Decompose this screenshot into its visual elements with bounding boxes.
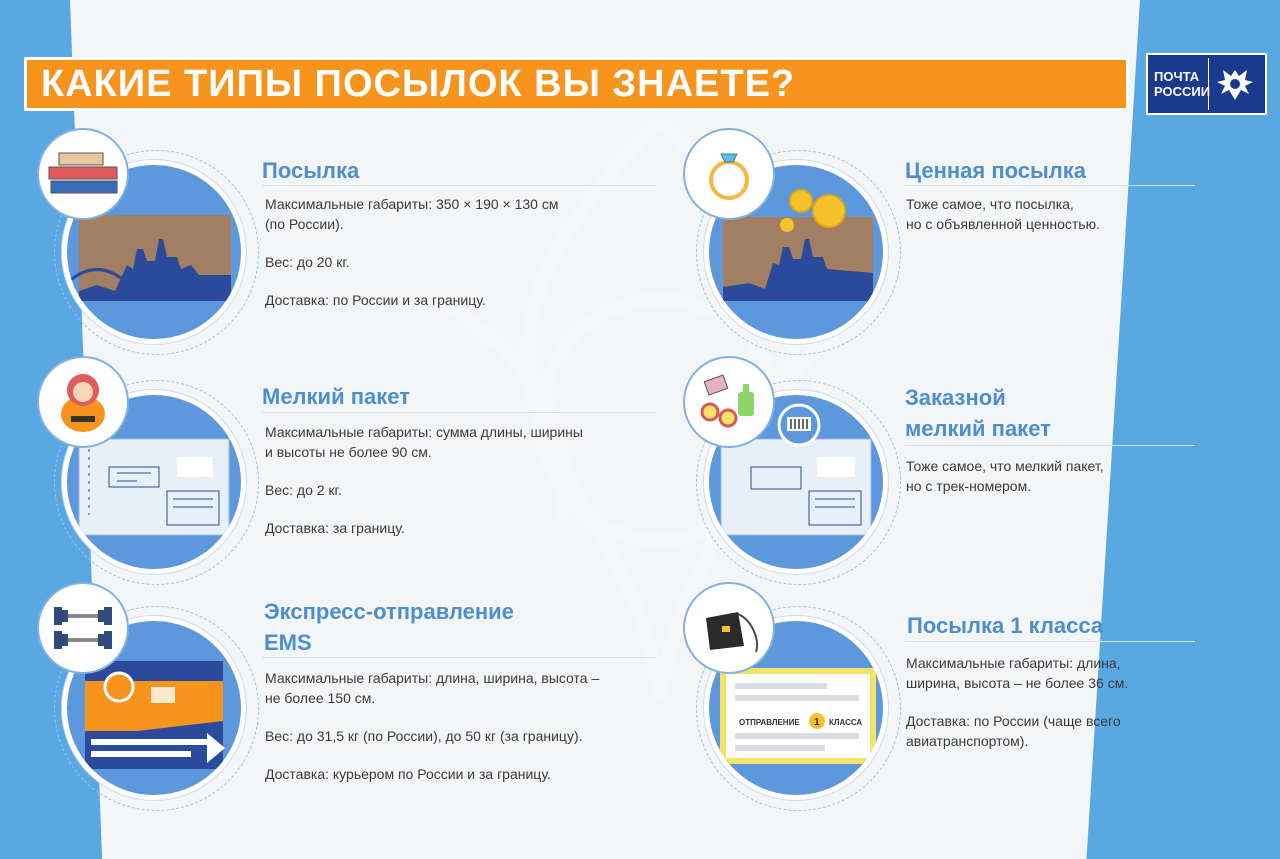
item-description: Максимальные габариты: длина, ширина, высота – не более 150 см. Вес: до 31,5 кг (по России), до 50 кг (за границу). Доставка: курьером по России и за границу. <box>265 670 600 782</box>
eagle-emblem-icon <box>1208 58 1260 110</box>
divider <box>262 412 657 413</box>
item-description: Тоже самое, что мелкий пакет, но с трек-номером. <box>906 458 1104 494</box>
header-banner <box>24 57 1129 111</box>
ring-circle <box>683 128 775 220</box>
divider <box>905 641 1195 642</box>
handbag-circle <box>683 582 775 674</box>
dumbbells-circle <box>37 582 129 674</box>
books-icon <box>45 149 121 199</box>
item-description: Максимальные габариты: 350 × 190 × 130 см (по России). Вес: до 20 кг. Доставка: по России и за границу. <box>265 196 559 308</box>
matryoshka-circle <box>37 356 129 448</box>
divider <box>905 185 1195 186</box>
russian-post-logo <box>1146 53 1267 115</box>
first-class-label-number: 1 <box>814 717 820 728</box>
item-title: Заказной мелкий пакет <box>905 385 1051 441</box>
item-title: Экспресс-отправление EMS <box>264 599 514 655</box>
item-title: Мелкий пакет <box>262 384 410 409</box>
cosmetics-circle <box>683 356 775 448</box>
item-title: Посылка 1 класса <box>907 613 1104 638</box>
item-title: Ценная посылка <box>905 158 1087 183</box>
matryoshka-icon <box>57 372 109 432</box>
first-class-label-left: ОТПРАВЛЕНИЕ <box>739 718 800 727</box>
item-title: Посылка <box>262 158 360 183</box>
page-title: КАКИЕ ТИПЫ ПОСЫЛОК ВЫ ЗНАЕТЕ? <box>41 62 796 105</box>
item-description: Максимальные габариты: длина, ширина, высота – не более 36 см. Доставка: по России (чаще всего авиатранспортом). <box>906 655 1129 749</box>
books-circle <box>37 128 129 220</box>
divider <box>262 185 657 186</box>
divider <box>905 445 1195 446</box>
cosmetics-icon <box>694 372 764 432</box>
first-class-label-right: КЛАССА <box>829 718 863 727</box>
item-description: Максимальные габариты: сумма длины, ширины и высоты не более 90 см. Вес: до 2 кг. Доставка: за границу. <box>265 424 583 536</box>
handbag-icon <box>694 600 764 656</box>
divider <box>262 657 657 658</box>
dumbbells-icon <box>48 603 118 653</box>
ring-icon <box>704 144 754 204</box>
logo-text: ПОЧТА РОССИИ <box>1154 69 1211 99</box>
item-description: Тоже самое, что посылка, но с объявленной ценностью. <box>906 196 1100 232</box>
